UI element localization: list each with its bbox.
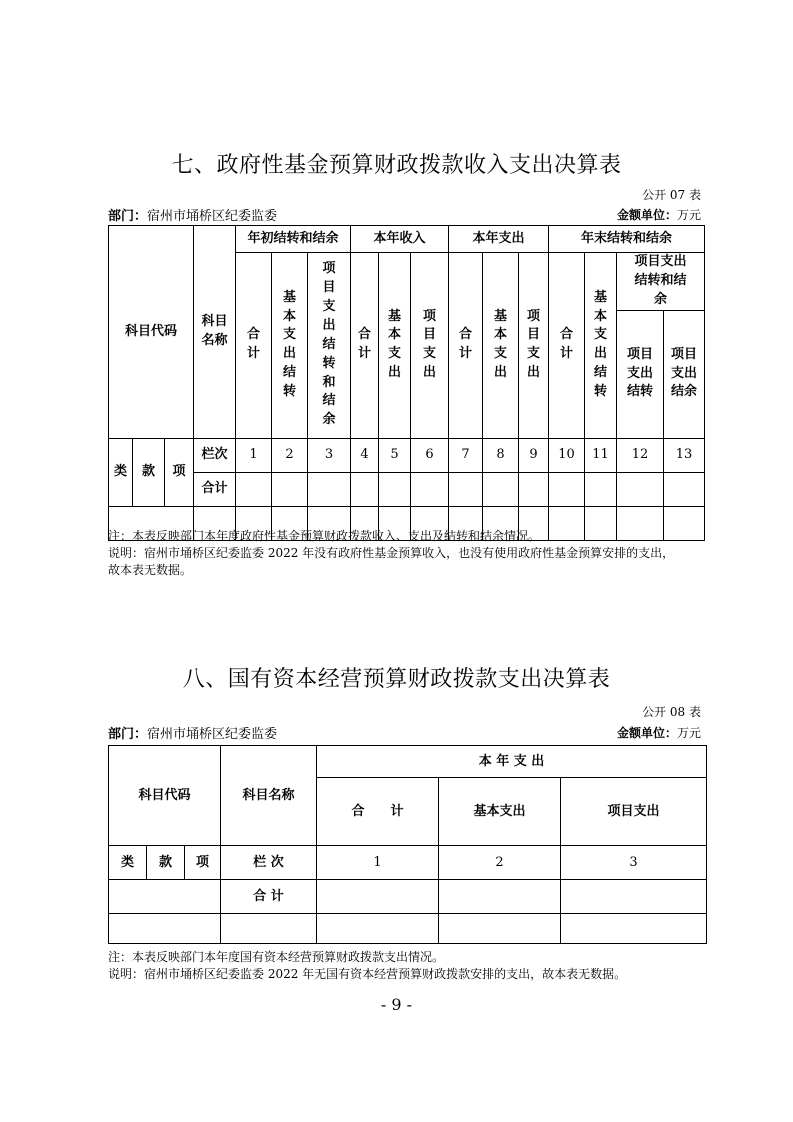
header-ending-balance: 年末结转和结余 [549,226,705,253]
section8-notes [108,949,708,983]
note-line: 说明：宿州市埇桥区纪委监委 2022 年无国有资本经营预算财政拨款安排的支出，故本表无数据。 [108,967,627,981]
header-beginning-balance: 年初结转和结余 [236,226,351,253]
col-number: 13 [664,438,705,472]
row-label-lanci: 栏 次 [221,846,317,880]
empty-cell [351,472,379,506]
header-beginning-project-carry: 项目支出结转和结余 [308,253,351,439]
empty-cell [317,914,439,944]
empty-cell [549,472,585,506]
row-label-lanci: 栏次 [194,438,236,472]
header-subject-name: 科目名称 [221,746,317,846]
col-number: 2 [272,438,308,472]
note-line: 注：本表反映部门本年度政府性基金预算财政拨款收入、支出及结转和结余情况。 [108,529,541,543]
dept-label: 部门： [108,727,148,742]
header-xiang: 项 [185,846,221,880]
header-expense-total: 合计 [449,253,483,439]
header-year-expense: 本 年 支 出 [317,746,707,778]
section7-notes [108,528,708,579]
unit-value: 万元 [676,208,701,222]
empty-cell [411,472,449,506]
header-expense-basic: 基本支出 [439,778,561,846]
unit-label: 金额单位： [616,208,677,222]
dept-value: 宿州市埇桥区纪委监委 [147,209,278,224]
section8-department [108,723,277,742]
header-ending-total: 合计 [549,253,585,439]
row-label-heji: 合 计 [221,880,317,914]
dept-label: 部门： [108,209,148,224]
empty-cell [449,472,483,506]
header-ending-project: 项目支出结转和结余 [617,253,705,311]
empty-cell [483,472,519,506]
col-number: 3 [308,438,351,472]
col-number: 7 [449,438,483,472]
unit-value: 万元 [676,726,701,740]
empty-cell [561,880,707,914]
empty-cell [617,472,664,506]
empty-cell [308,472,351,506]
empty-cell [221,914,317,944]
col-number: 9 [519,438,549,472]
section7-department [108,205,277,224]
empty-cell [317,880,439,914]
col-number: 11 [585,438,617,472]
header-expense-basic: 基本支出 [483,253,519,439]
empty-cell [664,472,705,506]
row-label-heji: 合计 [194,472,236,506]
col-number: 1 [236,438,272,472]
header-subject-code: 科目代码 [109,226,194,439]
col-number: 8 [483,438,519,472]
col-number: 12 [617,438,664,472]
col-number: 3 [561,846,707,880]
header-ending-project-carry: 项目支出结转 [617,310,664,438]
empty-cell [109,880,221,914]
section8-form-code: 公开 08 表 [642,705,701,719]
header-subject-code: 科目代码 [109,746,221,846]
section7-table [108,225,705,541]
col-number: 2 [439,846,561,880]
empty-cell [519,472,549,506]
section8-title: 八、国有资本经营预算财政拨款支出决算表 [182,667,611,692]
empty-cell [379,472,411,506]
header-income-total: 合计 [351,253,379,439]
col-number: 5 [379,438,411,472]
header-ending-basic-carry: 基本支出结转 [585,253,617,439]
header-kuan: 款 [133,438,165,506]
header-lei: 类 [109,438,133,506]
section7-unit [617,206,701,223]
header-expense-project: 项目支出 [519,253,549,439]
col-number: 10 [549,438,585,472]
header-year-income: 本年收入 [351,226,449,253]
empty-cell [585,472,617,506]
empty-cell [439,914,561,944]
section8-table [108,745,707,944]
header-xiang: 项 [165,438,194,506]
header-lei: 类 [109,846,147,880]
header-expense-total: 合 计 [317,778,439,846]
header-income-basic: 基本支出 [379,253,411,439]
header-income-project: 项目支出 [411,253,449,439]
col-number: 1 [317,846,439,880]
header-subject-name: 科目名称 [194,226,236,439]
header-beginning-total: 合计 [236,253,272,439]
note-line: 说明：宿州市埇桥区纪委监委 2022 年没有政府性基金预算收入，也没有使用政府性基金预算安排的支出， [108,546,675,560]
header-kuan: 款 [147,846,185,880]
dept-value: 宿州市埇桥区纪委监委 [147,727,278,742]
section8-unit [617,724,701,741]
col-number: 4 [351,438,379,472]
unit-label: 金额单位： [616,726,677,740]
header-ending-project-surplus: 项目支出结余 [664,310,705,438]
section7-form-code: 公开 07 表 [642,188,701,202]
empty-cell [272,472,308,506]
note-line: 注：本表反映部门本年度国有资本经营预算财政拨款支出情况。 [108,950,445,964]
empty-cell [109,914,221,944]
header-year-expense: 本年支出 [449,226,549,253]
section7-title: 七、政府性基金预算财政拨款收入支出决算表 [171,153,622,178]
empty-cell [439,880,561,914]
header-expense-project: 项目支出 [561,778,707,846]
col-number: 6 [411,438,449,472]
note-line: 故本表无数据。 [108,563,193,577]
page-number: - 9 - [380,995,413,1014]
empty-cell [236,472,272,506]
empty-cell [561,914,707,944]
header-beginning-basic-carry: 基本支出结转 [272,253,308,439]
